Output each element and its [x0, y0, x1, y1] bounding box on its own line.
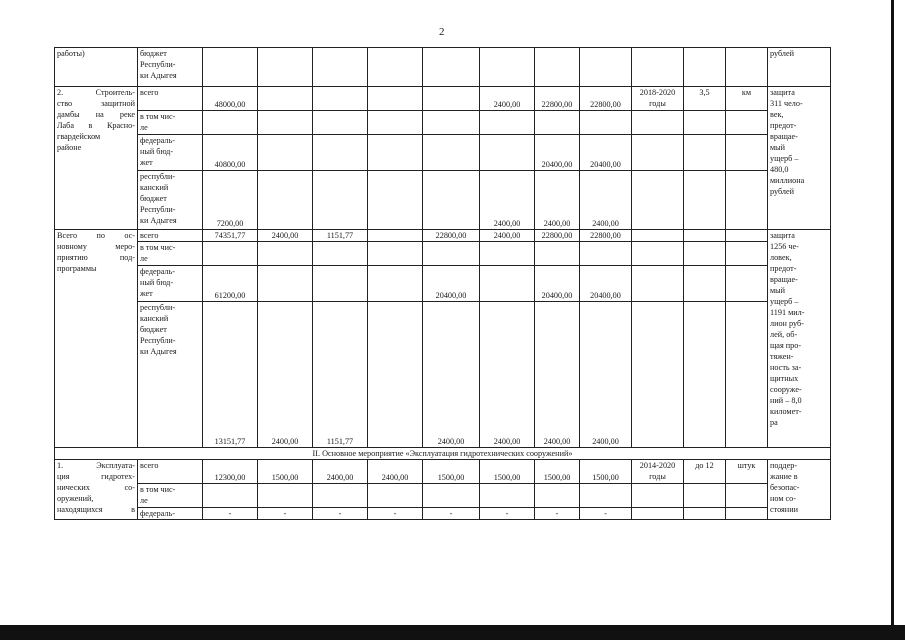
- value-cell: 1500,00: [480, 460, 535, 484]
- measure-name-cell: 1. Эксплуата- ция гидротех- нических со- оружений, находящихся в: [55, 460, 138, 520]
- value-cell: 1151,77: [313, 302, 368, 448]
- value-cell: -: [203, 508, 258, 520]
- value-cell: 2400,00: [480, 171, 535, 230]
- value-cell: 61200,00: [203, 266, 258, 302]
- value-cell: 22800,00: [580, 230, 632, 242]
- table-row: [55, 266, 831, 302]
- quantity-cell: до 12: [684, 460, 726, 484]
- value-cell: [258, 87, 313, 111]
- source-cell: в том чис- ле: [138, 484, 203, 508]
- value-cell: 2400,00: [580, 302, 632, 448]
- table-row: [55, 242, 831, 266]
- value-cell: 1151,77: [313, 230, 368, 242]
- value-cell: [423, 135, 480, 171]
- page-number: 2: [439, 26, 445, 38]
- value-cell: -: [535, 508, 580, 520]
- result-cell: поддер- жание в безопас- ном со- стоянии: [768, 460, 831, 520]
- value-cell: 20400,00: [423, 266, 480, 302]
- value-cell: 1500,00: [423, 460, 480, 484]
- value-cell: [368, 302, 423, 448]
- source-cell: республи- канский бюджет Республи- ки Адыгея: [138, 171, 203, 230]
- value-cell: 2400,00: [535, 171, 580, 230]
- period-cell: 2014-2020 годы: [632, 460, 684, 484]
- value-cell: -: [580, 508, 632, 520]
- period-cell: 2018-2020 годы: [632, 87, 684, 111]
- value-cell: [423, 87, 480, 111]
- source-cell: всего: [138, 460, 203, 484]
- program-table: [54, 47, 831, 520]
- value-cell: [480, 266, 535, 302]
- result-cell: защита 311 чело- век, предот- вращае- мый ущерб – 480,0 миллиона рублей: [768, 87, 831, 230]
- section-header: II. Основное мероприятие «Эксплуатация гидротехнических сооружений»: [55, 448, 831, 460]
- value-cell: [368, 171, 423, 230]
- cont-result-cell: рублей: [768, 48, 831, 87]
- table-row: [55, 302, 831, 448]
- result-cell: защита 1256 че- ловек, предот- вращае- мый ущерб – 1191 мил- лион руб- лей, об- щая про- тяжен- ность за- щитных сооруже- ний – 8,0 километ- ра: [768, 230, 831, 448]
- value-cell: 2400,00: [368, 460, 423, 484]
- value-cell: 2400,00: [480, 87, 535, 111]
- value-cell: 74351,77: [203, 230, 258, 242]
- value-cell: 22800,00: [580, 87, 632, 111]
- value-cell: 20400,00: [580, 135, 632, 171]
- value-cell: 48000,00: [203, 87, 258, 111]
- value-cell: 13151,77: [203, 302, 258, 448]
- value-cell: 2400,00: [258, 230, 313, 242]
- value-cell: 22800,00: [535, 87, 580, 111]
- value-cell: [480, 135, 535, 171]
- value-cell: -: [258, 508, 313, 520]
- table-row: [55, 87, 831, 111]
- value-cell: [258, 171, 313, 230]
- value-cell: [313, 171, 368, 230]
- source-cell: всего: [138, 230, 203, 242]
- unit-cell: штук: [726, 460, 768, 484]
- table-row: [55, 448, 831, 460]
- frame-edge-right: [891, 0, 894, 640]
- frame-edge-bottom: [0, 625, 905, 640]
- table-row: [55, 135, 831, 171]
- value-cell: 1500,00: [258, 460, 313, 484]
- value-cell: [258, 266, 313, 302]
- value-cell: 2400,00: [423, 302, 480, 448]
- cont-source-cell: бюджет Республи- ки Адыгея: [138, 48, 203, 87]
- value-cell: [368, 230, 423, 242]
- source-cell: в том чис- ле: [138, 111, 203, 135]
- value-cell: 12300,00: [203, 460, 258, 484]
- value-cell: 20400,00: [535, 135, 580, 171]
- value-cell: -: [480, 508, 535, 520]
- cont-name-cell: работы): [55, 48, 138, 87]
- value-cell: [313, 135, 368, 171]
- value-cell: [423, 171, 480, 230]
- source-cell: республи- канский бюджет Республи- ки Адыгея: [138, 302, 203, 448]
- value-cell: 2400,00: [480, 230, 535, 242]
- table-row: [55, 508, 831, 520]
- value-cell: 7200,00: [203, 171, 258, 230]
- table-row: [55, 111, 831, 135]
- quantity-cell: 3,5: [684, 87, 726, 111]
- value-cell: 2400,00: [580, 171, 632, 230]
- value-cell: 20400,00: [535, 266, 580, 302]
- value-cell: 1500,00: [535, 460, 580, 484]
- source-cell: федераль-: [138, 508, 203, 520]
- table-row: [55, 484, 831, 508]
- source-cell: в том чис- ле: [138, 242, 203, 266]
- value-cell: 22800,00: [535, 230, 580, 242]
- value-cell: [313, 266, 368, 302]
- value-cell: 2400,00: [535, 302, 580, 448]
- value-cell: -: [423, 508, 480, 520]
- value-cell: 2400,00: [313, 460, 368, 484]
- table-row: [55, 230, 831, 242]
- value-cell: 20400,00: [580, 266, 632, 302]
- value-cell: 1500,00: [580, 460, 632, 484]
- table-row: [55, 460, 831, 484]
- table-row: [55, 171, 831, 230]
- measure-name-cell: Всего по ос- новному меро- приятию под- программы: [55, 230, 138, 448]
- source-cell: всего: [138, 87, 203, 111]
- value-cell: -: [368, 508, 423, 520]
- value-cell: 2400,00: [258, 302, 313, 448]
- source-cell: федераль- ный бюд- жет: [138, 135, 203, 171]
- value-cell: [368, 135, 423, 171]
- value-cell: -: [313, 508, 368, 520]
- source-cell: федераль- ный бюд- жет: [138, 266, 203, 302]
- value-cell: 2400,00: [480, 302, 535, 448]
- value-cell: 40800,00: [203, 135, 258, 171]
- value-cell: [313, 87, 368, 111]
- table-row: [55, 48, 831, 87]
- unit-cell: км: [726, 87, 768, 111]
- value-cell: [258, 135, 313, 171]
- value-cell: [368, 266, 423, 302]
- value-cell: [368, 87, 423, 111]
- measure-name-cell: 2. Строитель- ство защитной дамбы на реке Лаба в Красно- гвардейском районе: [55, 87, 138, 230]
- value-cell: 22800,00: [423, 230, 480, 242]
